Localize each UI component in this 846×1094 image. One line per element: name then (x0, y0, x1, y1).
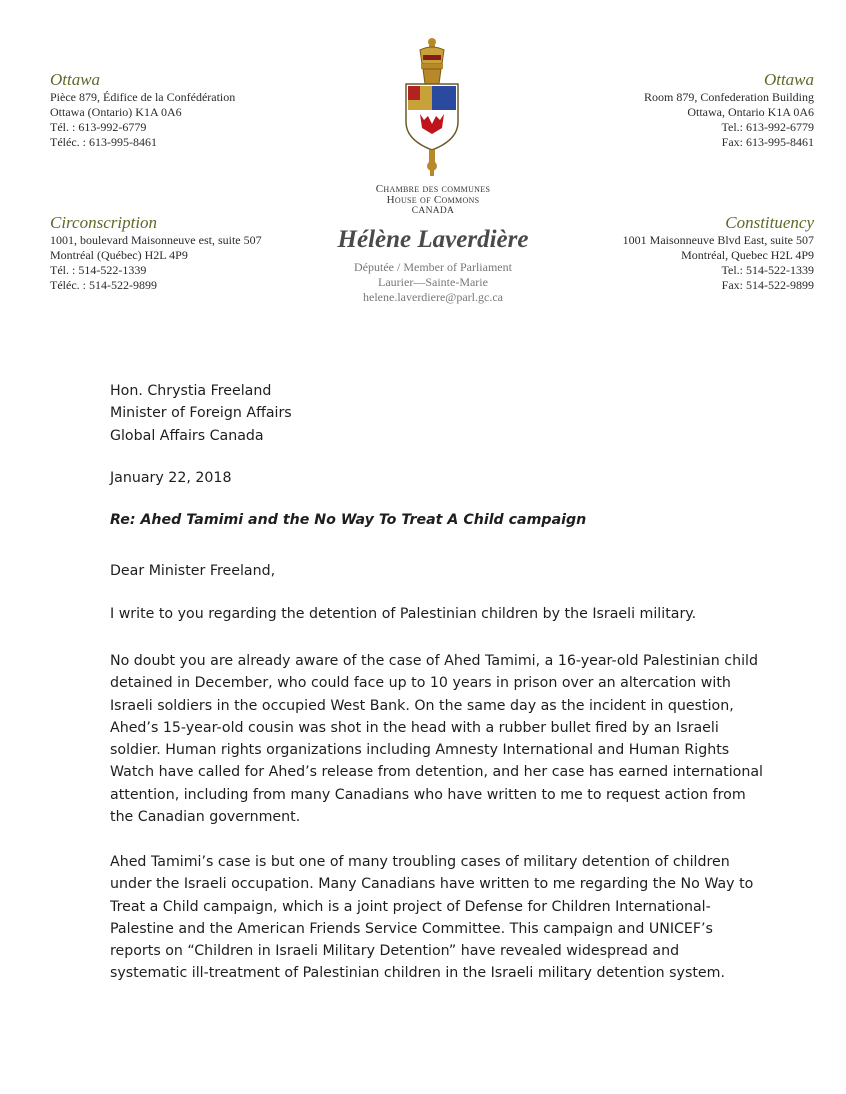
recipient-block (110, 380, 292, 447)
crest-caption-fr: Chambre des communes (375, 183, 491, 195)
text-line: detained in December, who could face up to 10 years in prison over an altercation with (110, 675, 731, 692)
fax-line: Téléc. : 613-995-8461 (50, 135, 157, 149)
text-line: No doubt you are already aware of the case of Ahed Tamimi, a 16-year-old Palestinian child (110, 653, 758, 669)
address-line: 1001 Maisonneuve Blvd East, suite 507 (622, 233, 814, 247)
address-line: Pièce 879, Édifice de la Confédération (50, 90, 236, 104)
address-line: Montréal (Québec) H2L 4P9 (50, 248, 188, 262)
crest-caption-country: CANADA (411, 206, 455, 216)
mp-name: Hélène Laverdière (337, 226, 529, 253)
paragraph-1 (110, 603, 696, 625)
text-line: Ahed Tamimi’s case is but one of many troubling cases of military detention of children (110, 854, 730, 870)
riding-heading-en: Constituency (725, 213, 814, 232)
fax-line: Fax: 514-522-9899 (721, 278, 814, 292)
fax-line: Téléc. : 514-522-9899 (50, 278, 157, 292)
mp-title: Députée / Member of Parliament (354, 260, 512, 274)
mp-riding: Laurier—Sainte-Marie (378, 275, 488, 289)
text-line: I write to you regarding the detention of Palestinian children by the Israeli military. (110, 606, 697, 622)
text-line: soldier. Human rights organizations including Amnesty International and Human Rights (110, 742, 730, 759)
address-line: Ottawa (Ontario) K1A 0A6 (50, 105, 182, 119)
address-line: 1001, boulevard Maisonneuve est, suite 507 (50, 233, 262, 247)
phone-line: Tél. : 514-522-1339 (50, 263, 147, 277)
crest-caption (343, 184, 523, 217)
fax-line: Fax: 613-995-8461 (721, 135, 814, 149)
paragraph-2 (110, 650, 763, 828)
house-of-commons-crest (396, 36, 468, 176)
recipient-department: Global Affairs Canada (110, 427, 264, 444)
phone-line: Tél. : 613-992-6779 (50, 120, 147, 134)
address-line: Ottawa, Ontario K1A 0A6 (687, 105, 814, 119)
text-line: Israeli soldiers in the occupied West Bank. On the same day as the incident in question, (110, 697, 734, 714)
paragraph-3 (110, 851, 753, 985)
ottawa-address-en (644, 70, 814, 150)
text-line: systematic ill-treatment of Palestinian children in the Israeli military detention system. (110, 965, 725, 982)
text-line: Watch have called for Ahed’s release from detention, and her case has earned international (110, 764, 763, 781)
mp-block (303, 226, 563, 305)
mp-email[interactable]: helene.laverdiere@parl.gc.ca (363, 290, 503, 304)
crest-caption-en: House of Commons (386, 194, 480, 206)
address-line: Room 879, Confederation Building (644, 90, 814, 104)
text-line: under the Israeli occupation. Many Canadians have written to me regarding the No Way to (110, 876, 754, 893)
text-line: reports on “Children in Israeli Military Detention” have revealed widespread and (110, 943, 680, 960)
riding-address-en (623, 213, 814, 293)
riding-heading-fr: Circonscription (50, 213, 158, 232)
phone-line: Tel.: 613-992-6779 (721, 120, 814, 134)
address-line: Montréal, Quebec H2L 4P9 (681, 248, 814, 262)
text-line: Ahed’s 15-year-old cousin was shot in the head with a rubber bullet fired by an Israeli (110, 719, 719, 736)
text-line: Treat a Child campaign, which is a joint project of Defense for Children International- (110, 898, 711, 915)
salutation: Dear Minister Freeland, (110, 563, 276, 579)
subject-line: Re: Ahed Tamimi and the No Way To Treat A Child campaign (110, 512, 587, 528)
text-line: the Canadian government. (110, 809, 301, 826)
recipient-title: Minister of Foreign Affairs (110, 405, 292, 422)
mace-shield-icon (396, 36, 468, 176)
ottawa-heading-fr: Ottawa (50, 70, 101, 89)
text-line: attention, including from many Canadians who have written to me to request action from (110, 786, 746, 803)
letter-date: January 22, 2018 (110, 470, 232, 486)
recipient-name: Hon. Chrystia Freeland (110, 383, 272, 399)
ottawa-address-fr (50, 70, 235, 150)
riding-address-fr (50, 213, 262, 293)
phone-line: Tel.: 514-522-1339 (721, 263, 814, 277)
text-line: Palestine and the American Friends Service Committee. This campaign and UNICEF’s (110, 920, 713, 937)
ottawa-heading-en: Ottawa (763, 70, 814, 89)
